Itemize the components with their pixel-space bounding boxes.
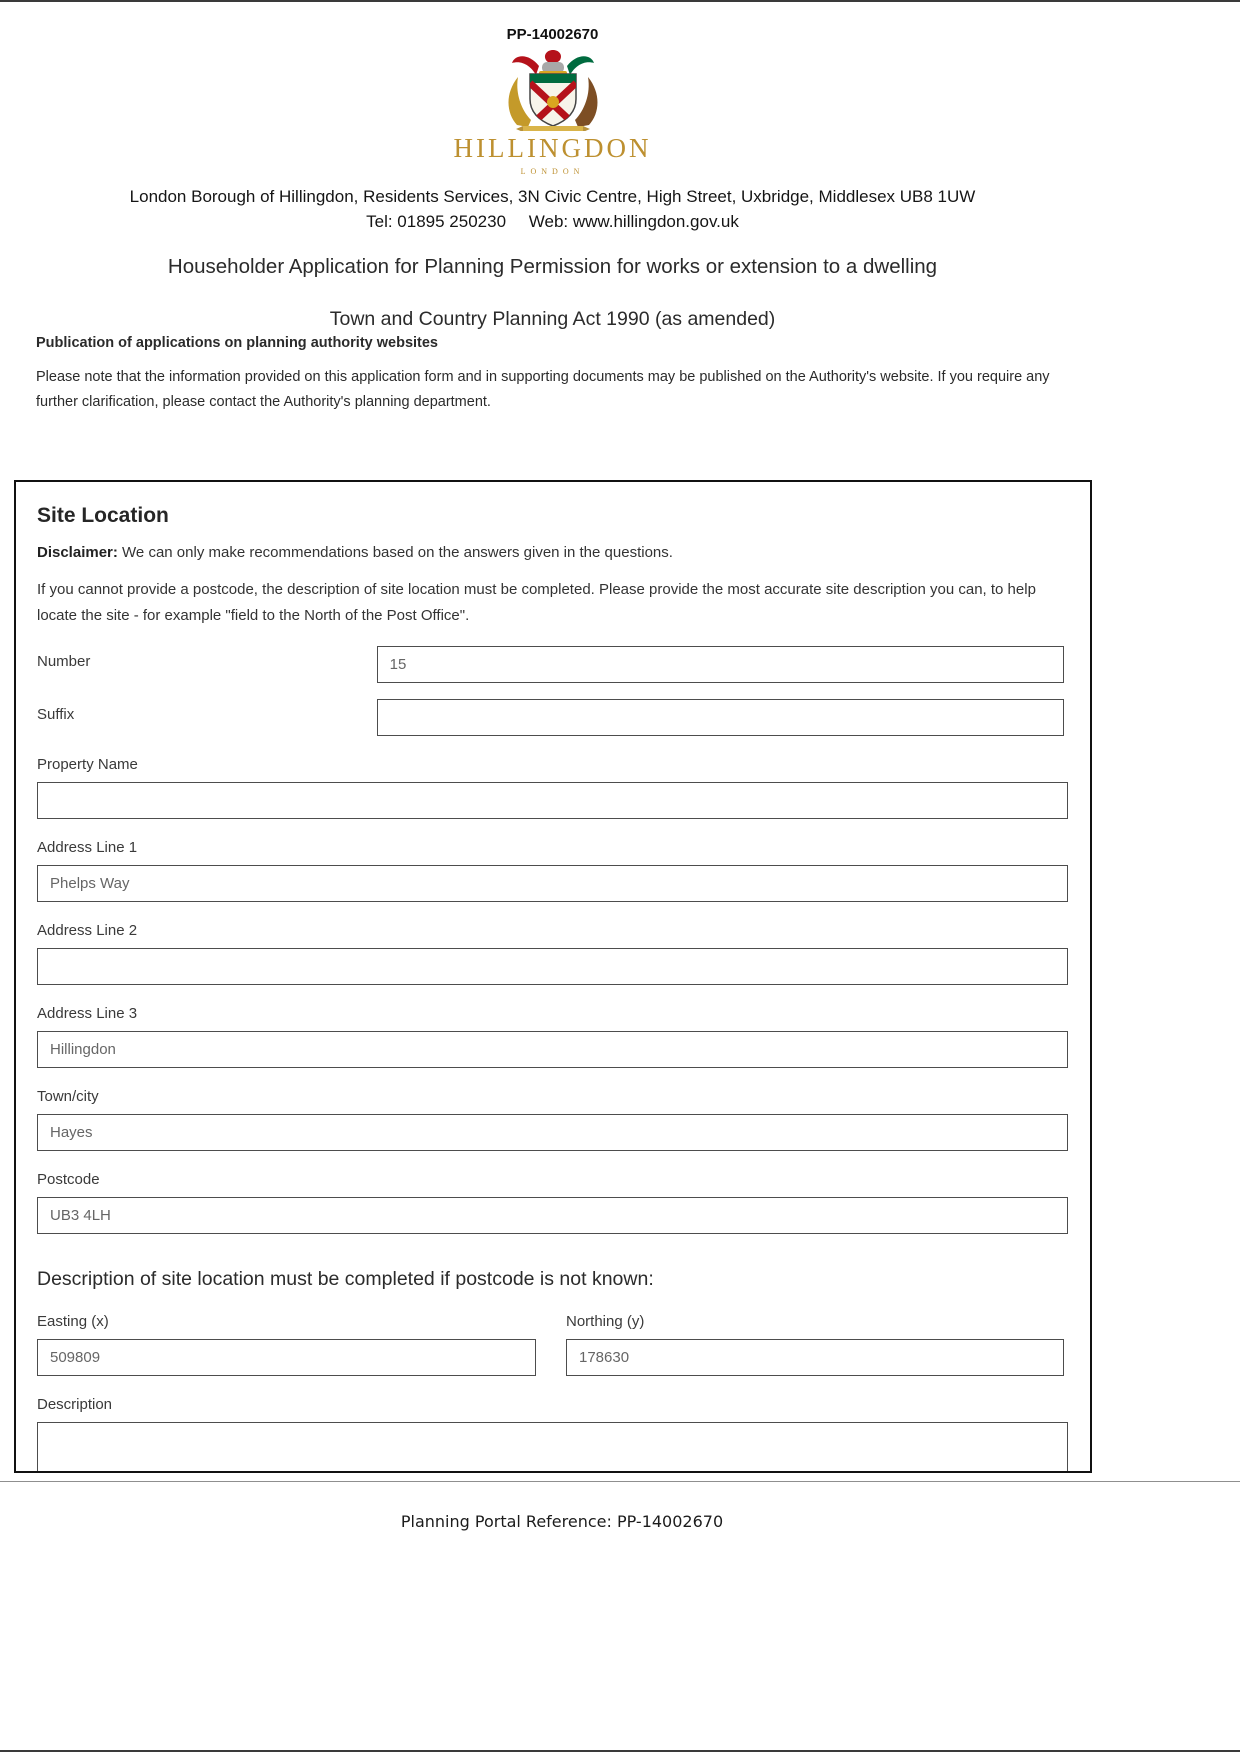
publication-note-body: Please note that the information provided on this application form and in supporting documents may be published on the Authority's website. If you require any further clarification, please contact the Authority's planning department.	[36, 369, 1050, 410]
field-address-line-1	[37, 839, 1064, 902]
document-title: Householder Application for Planning Permission for works or extension to a dwelling	[167, 255, 938, 278]
planning-reference-top: PP-14002670	[506, 26, 599, 43]
field-address-line-2	[37, 922, 1064, 985]
disclaimer-body: We can only make recommendations based on the answers given in the questions.	[122, 544, 673, 561]
suffix-input[interactable]	[377, 699, 1064, 736]
authority-web: Web: www.hillingdon.gov.uk	[528, 212, 739, 231]
logo-wordmark: HILLINGDON	[453, 133, 652, 163]
field-address-line-3	[37, 1005, 1064, 1068]
publication-note	[36, 335, 1060, 414]
description-section-heading: Description of site location must be completed if postcode is not known:	[37, 1268, 654, 1290]
field-row-suffix	[37, 699, 1064, 736]
hillingdon-crest-icon	[0, 49, 1105, 131]
coordinates-row	[37, 1313, 1064, 1376]
field-description	[37, 1396, 1064, 1473]
address-line-2-input[interactable]	[37, 948, 1068, 985]
document-subtitle: Town and Country Planning Act 1990 (as amended)	[329, 308, 776, 330]
postcode-label: Postcode	[37, 1171, 100, 1188]
footer-divider	[0, 1481, 1240, 1482]
address-line-2-label: Address Line 2	[37, 922, 138, 939]
field-postcode	[37, 1171, 1064, 1234]
address-line-1-input[interactable]	[37, 865, 1068, 902]
address-line-1-label: Address Line 1	[37, 839, 138, 856]
northing-label: Northing (y)	[566, 1313, 645, 1330]
field-property-name	[37, 756, 1064, 819]
field-northing	[566, 1313, 1064, 1376]
page-bottom-border	[0, 1750, 1240, 1752]
suffix-label: Suffix	[37, 706, 75, 723]
description-label: Description	[37, 1396, 113, 1413]
site-location-section	[14, 480, 1092, 1473]
disclaimer-label: Disclaimer:	[37, 544, 118, 561]
footer-reference: Planning Portal Reference: PP-14002670	[400, 1512, 724, 1531]
property-name-label: Property Name	[37, 756, 138, 773]
site-location-intro: If you cannot provide a postcode, the description of site location must be completed. Please provide the most accurate site description you can, to help locate the site - for example "field to the North of the Post Office".	[37, 581, 1036, 624]
address-line-3-label: Address Line 3	[37, 1005, 138, 1022]
disclaimer-text	[37, 544, 1064, 561]
easting-label: Easting (x)	[37, 1313, 109, 1330]
publication-note-heading: Publication of applications on planning authority websites	[36, 335, 438, 351]
logo-subtitle: LONDON	[520, 167, 585, 176]
authority-contact	[0, 212, 1105, 232]
form-header	[0, 0, 1105, 331]
authority-address: London Borough of Hillingdon, Residents Services, 3N Civic Centre, High Street, Uxbridge, Middlesex UB8 1UW	[129, 187, 976, 206]
number-input[interactable]	[377, 646, 1064, 683]
easting-input[interactable]	[37, 1339, 536, 1376]
field-town-city	[37, 1088, 1064, 1151]
postcode-input[interactable]	[37, 1197, 1068, 1234]
description-input[interactable]	[37, 1422, 1068, 1473]
authority-tel: Tel: 01895 250230	[366, 212, 507, 231]
northing-input[interactable]	[566, 1339, 1064, 1376]
address-line-3-input[interactable]	[37, 1031, 1068, 1068]
field-row-number	[37, 646, 1064, 683]
property-name-input[interactable]	[37, 782, 1068, 819]
number-label: Number	[37, 653, 91, 670]
town-city-input[interactable]	[37, 1114, 1068, 1151]
town-city-label: Town/city	[37, 1088, 99, 1105]
field-easting	[37, 1313, 536, 1376]
section-heading: Site Location	[37, 504, 169, 527]
